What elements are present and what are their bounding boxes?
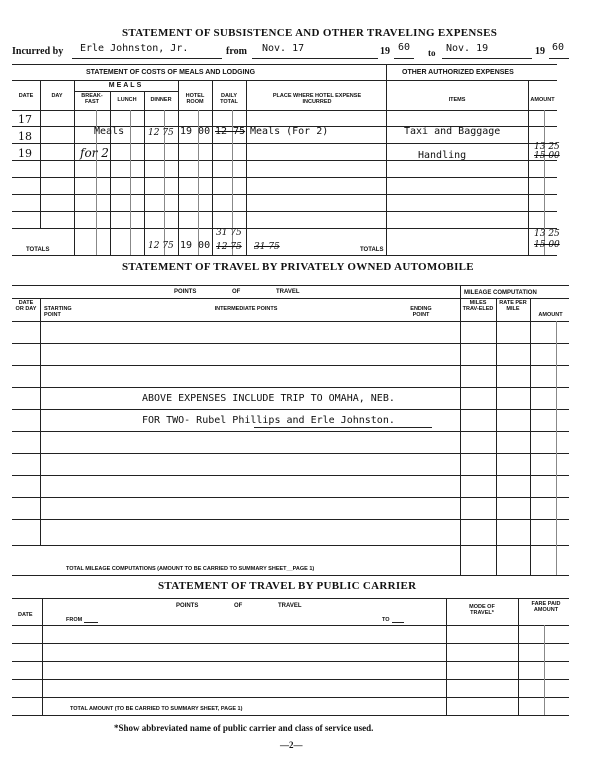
auto-note-line-2[interactable]: FOR TWO- Rubel Phillips and Erle Johnston. <box>142 415 395 426</box>
year-prefix-1: 19 <box>380 46 390 57</box>
col-breakfast: BREAK-FAST <box>81 93 103 105</box>
auto-col-intermediate: INTERMEDIATE POINTS <box>214 306 278 312</box>
footnote: *Show abbreviated name of public carrier and class of service used. <box>114 723 374 733</box>
row19-handwritten[interactable]: for 2 <box>80 146 109 160</box>
auto-col-starting: STARTING POINT <box>44 306 72 318</box>
year-value-2[interactable]: 60 <box>552 42 565 53</box>
form-title: STATEMENT OF SUBSISTENCE AND OTHER TRAVELING EXPENSES <box>122 27 498 39</box>
col-items: ITEMS <box>448 97 466 103</box>
auto-col-date: DATE OR DAY <box>15 300 37 312</box>
auto-footer: TOTAL MILEAGE COMPUTATIONS (AMOUNT TO BE CARRIED TO SUMMARY SHEET__PAGE 1) <box>66 566 315 572</box>
totals-daily-new[interactable]: 31 75 <box>216 228 242 238</box>
from-date-value[interactable]: Nov. 17 <box>262 43 305 54</box>
public-carrier-title: STATEMENT OF TRAVEL BY PUBLIC CARRIER <box>158 580 417 592</box>
totals-label: TOTALS <box>26 247 50 253</box>
carrier-col-from: FROM <box>66 617 83 623</box>
to-date-value[interactable]: Nov. 19 <box>446 43 489 54</box>
page-number: —2— <box>280 740 303 750</box>
col-place: PLACE WHERE HOTEL EXPENSE INCURRED <box>272 93 362 105</box>
auto-points-header: POINTS OF TRAVEL <box>174 289 300 295</box>
col-meals: MEALS <box>108 82 144 89</box>
carrier-col-to: TO <box>382 617 390 623</box>
auto-col-rate: RATE PER MILE <box>499 300 527 312</box>
col-lunch: LUNCH <box>117 97 137 103</box>
auto-col-miles: MILES TRAV-ELED <box>462 300 494 312</box>
year-prefix-2: 19 <box>535 46 545 57</box>
other-expenses-title: OTHER AUTHORIZED EXPENSES <box>402 69 514 76</box>
carrier-points-header: POINTS OF TRAVEL <box>176 603 302 609</box>
col-daily-total: DAILY TOTAL <box>220 93 238 105</box>
carrier-footer: TOTAL AMOUNT (TO BE CARRIED TO SUMMARY SHEET, PAGE 1) <box>70 706 243 712</box>
date-cell[interactable]: 18 <box>18 130 32 143</box>
col-day: DAY <box>51 93 63 99</box>
expense-amount[interactable]: 13 25 <box>534 142 560 152</box>
totals-daily-struck-2[interactable]: 31 75 <box>254 242 280 252</box>
date-cell[interactable]: 19 <box>18 147 32 160</box>
totals-hotel[interactable]: 19 00 <box>180 240 211 251</box>
totals-meals[interactable]: 12 75 <box>148 241 174 251</box>
auto-travel-title: STATEMENT OF TRAVEL BY PRIVATELY OWNED AUTOMOBILE <box>122 261 474 273</box>
row18-place[interactable]: Meals (For 2) <box>250 126 329 137</box>
incurred-by-label: Incurred by <box>12 46 64 57</box>
mileage-header: MILEAGE COMPUTATION <box>464 290 537 296</box>
carrier-col-fare: FARE PAID AMOUNT <box>531 601 561 613</box>
totals-amount-struck[interactable]: 15 00 <box>534 240 560 250</box>
from-label: from <box>226 46 247 57</box>
col-date: DATE <box>18 93 34 99</box>
carrier-col-mode: MODE OF TRAVEL* <box>469 604 495 616</box>
row18-hotel[interactable]: 19 00 <box>180 126 211 137</box>
expense-item[interactable]: Handling <box>418 150 467 161</box>
auto-col-ending: ENDING POINT <box>410 306 432 318</box>
totals-right-label: TOTALS <box>360 247 384 253</box>
auto-note-line-1[interactable]: ABOVE EXPENSES INCLUDE TRIP TO OMAHA, NEB. <box>142 393 395 404</box>
row18-daily-struck[interactable]: 12 75 <box>215 126 246 137</box>
year-value-1[interactable]: 60 <box>398 42 411 53</box>
col-hotel-room: HOTEL ROOM <box>185 93 205 105</box>
incurred-by-value[interactable]: Erle Johnston, Jr. <box>80 43 189 54</box>
totals-amount[interactable]: 13 25 <box>534 229 560 239</box>
row18-meals[interactable]: Meals <box>94 126 125 137</box>
meals-lodging-title: STATEMENT OF COSTS OF MEALS AND LODGING <box>86 69 256 76</box>
expense-item[interactable]: Taxi and Baggage <box>404 126 501 137</box>
date-cell[interactable]: 17 <box>18 113 32 126</box>
carrier-col-date: DATE <box>18 612 33 618</box>
col-dinner: DINNER <box>150 97 172 103</box>
expense-amount-struck[interactable]: 15 00 <box>534 151 560 161</box>
totals-daily-struck-1[interactable]: 12 75 <box>216 242 242 252</box>
col-amount: AMOUNT <box>530 97 555 103</box>
to-label: to <box>428 48 436 58</box>
auto-col-amount: AMOUNT <box>538 312 563 318</box>
row18-meals-amount[interactable]: 12 75 <box>148 128 174 138</box>
